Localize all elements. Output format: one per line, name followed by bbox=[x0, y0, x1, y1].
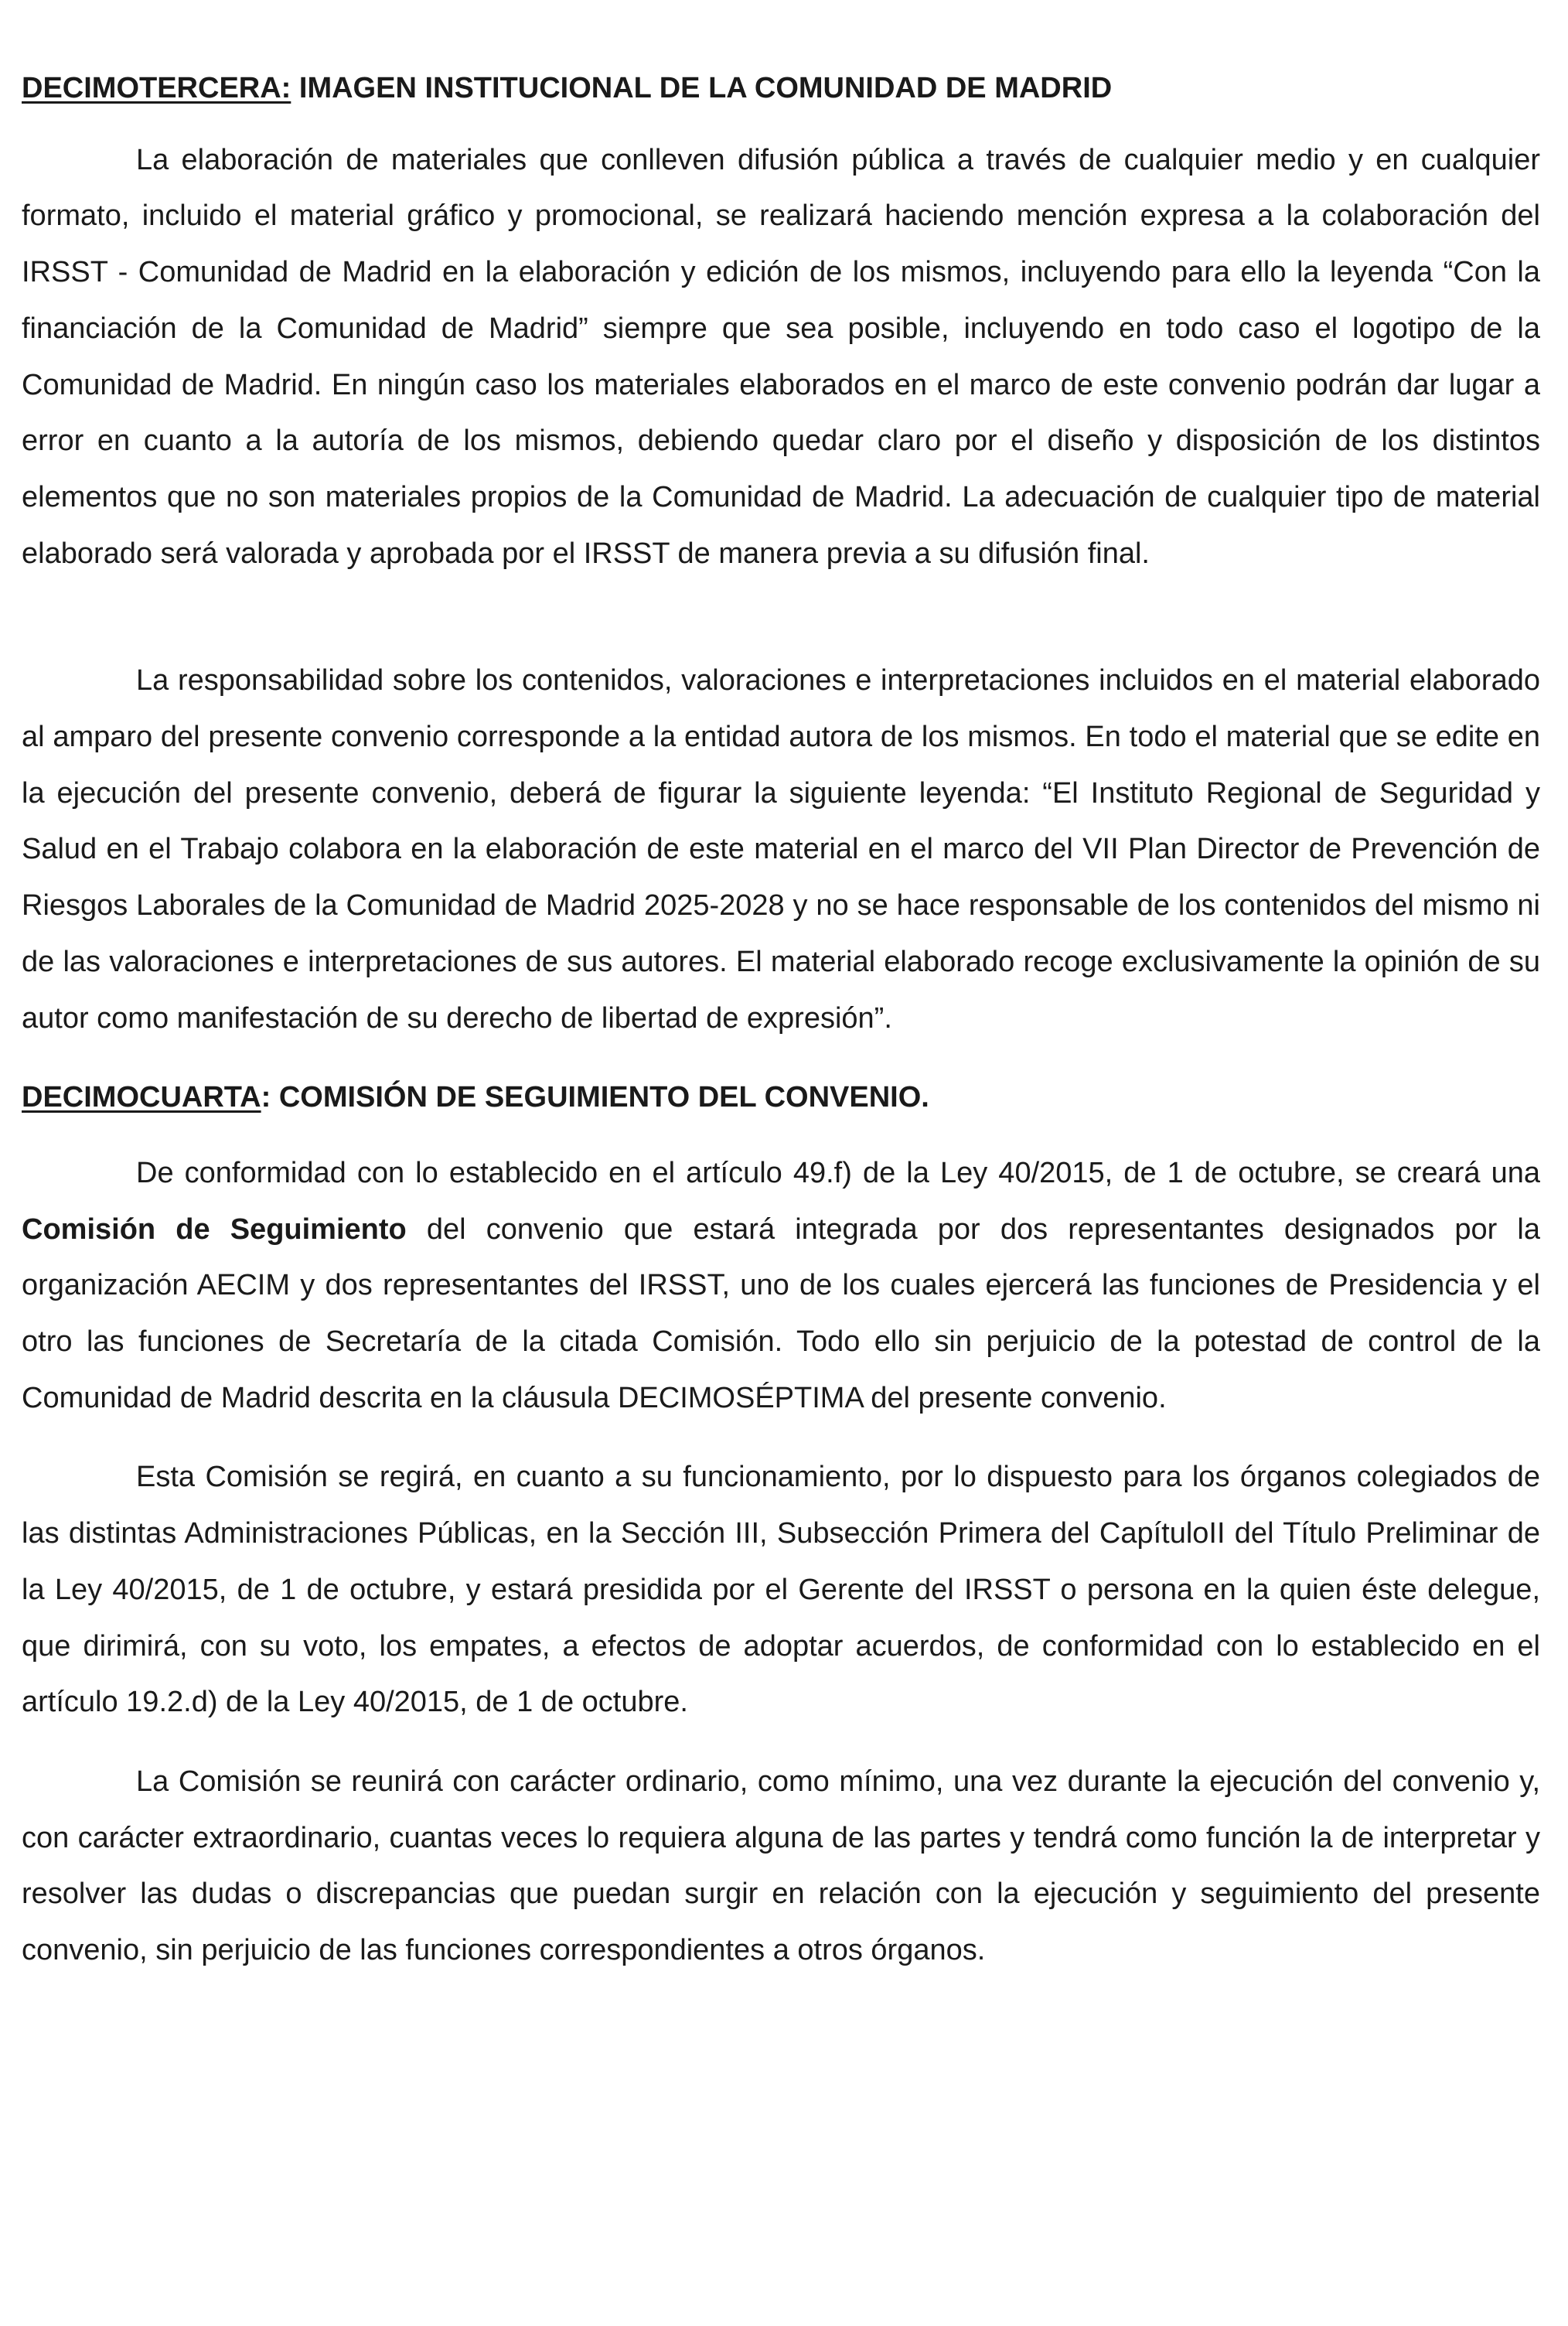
section-13-heading bbox=[22, 60, 1540, 117]
p1-text-after: del convenio que estará integrada por dos representantes designados por la organización AECIM y dos representantes del IRSST, uno de los cuales ejercerá las funciones de Presidencia y el otro las funciones de Secretaría de la citada Comisión. Todo ello sin perjuicio de la potestad de control de la Comunidad de Madrid descrita en la cláusula DECIMOSÉPTIMA del presente convenio. bbox=[22, 1212, 1540, 1414]
section-14-lead: DECIMOCUARTA bbox=[22, 1081, 261, 1114]
section-13-paragraph-1: La elaboración de materiales que conlleven difusión pública a través de cualquier medio y en cualquier formato, incluido el material gráfico y promocional, se realizará haciendo mención expresa a la colaboración del IRSST - Comunidad de Madrid en la elaboración y edición de los mismos, incluyendo para ello la leyenda “Con la financiación de la Comunidad de Madrid” siempre que sea posible, incluyendo en todo caso el logotipo de la Comunidad de Madrid. En ningún caso los materiales elaborados en el marco de este convenio podrán dar lugar a error en cuanto a la autoría de los mismos, debiendo quedar claro por el diseño y disposición de los distintos elementos que no son materiales propios de la Comunidad de Madrid. La adecuación de cualquier tipo de material elaborado será valorada y aprobada por el IRSST de manera previa a su difusión final. bbox=[22, 143, 1540, 570]
document-page bbox=[22, 60, 1540, 1979]
section-13-lead: DECIMOTERCERA: bbox=[22, 72, 291, 104]
section-13-paragraph-2: La responsabilidad sobre los contenidos, valoraciones e interpretaciones incluidos en el material elaborado al amparo del presente convenio corresponde a la entidad autora de los mismos. En todo el material que se edite en la ejecución del presente convenio, deberá de figurar la siguiente leyenda: “El Instituto Regional de Seguridad y Salud en el Trabajo colabora en la elaboración de este material en el marco del VII Plan Director de Prevención de Riesgos Laborales de la Comunidad de Madrid 2025-2028 y no se hace responsable de los contenidos del mismo ni de las valoraciones e interpretaciones de sus autores. El material elaborado recoge exclusivamente la opinión de su autor como manifestación de su derecho de libertad de expresión”. bbox=[22, 664, 1540, 1035]
section-14-heading bbox=[22, 1069, 1540, 1126]
section-14-paragraph-3: La Comisión se reunirá con carácter ordinario, como mínimo, una vez durante la ejecución del convenio y, con carácter extraordinario, cuantas veces lo requiera alguna de las partes y tendrá como función la de interpretar y resolver las dudas o discrepancias que puedan surgir en relación con la ejecución y seguimiento del presente convenio, sin perjuicio de las funciones correspondientes a otros órganos. bbox=[22, 1765, 1540, 1967]
section-14-paragraph-2: Esta Comisión se regirá, en cuanto a su funcionamiento, por lo dispuesto para los órganos colegiados de las distintas Administraciones Públicas, en la Sección III, Subsección Primera del CapítuloII del Título Preliminar de la Ley 40/2015, de 1 de octubre, y estará presidida por el Gerente del IRSST o persona en la quien éste delegue, que dirimirá, con su voto, los empates, a efectos de adoptar acuerdos, de conformidad con lo establecido en el artículo 19.2.d) de la Ley 40/2015, de 1 de octubre. bbox=[22, 1461, 1540, 1719]
section-14-paragraph-1 bbox=[22, 1145, 1540, 1427]
p1-bold-term: Comisión de Seguimiento bbox=[22, 1212, 407, 1246]
p1-text-before: De conformidad con lo establecido en el artículo 49.f) de la Ley 40/2015, de 1 de octubre, se creará una bbox=[136, 1156, 1540, 1189]
section-14-title: : COMISIÓN DE SEGUIMIENTO DEL CONVENIO. bbox=[261, 1081, 929, 1114]
section-13-title: IMAGEN INSTITUCIONAL DE LA COMUNIDAD DE MADRID bbox=[291, 72, 1113, 104]
